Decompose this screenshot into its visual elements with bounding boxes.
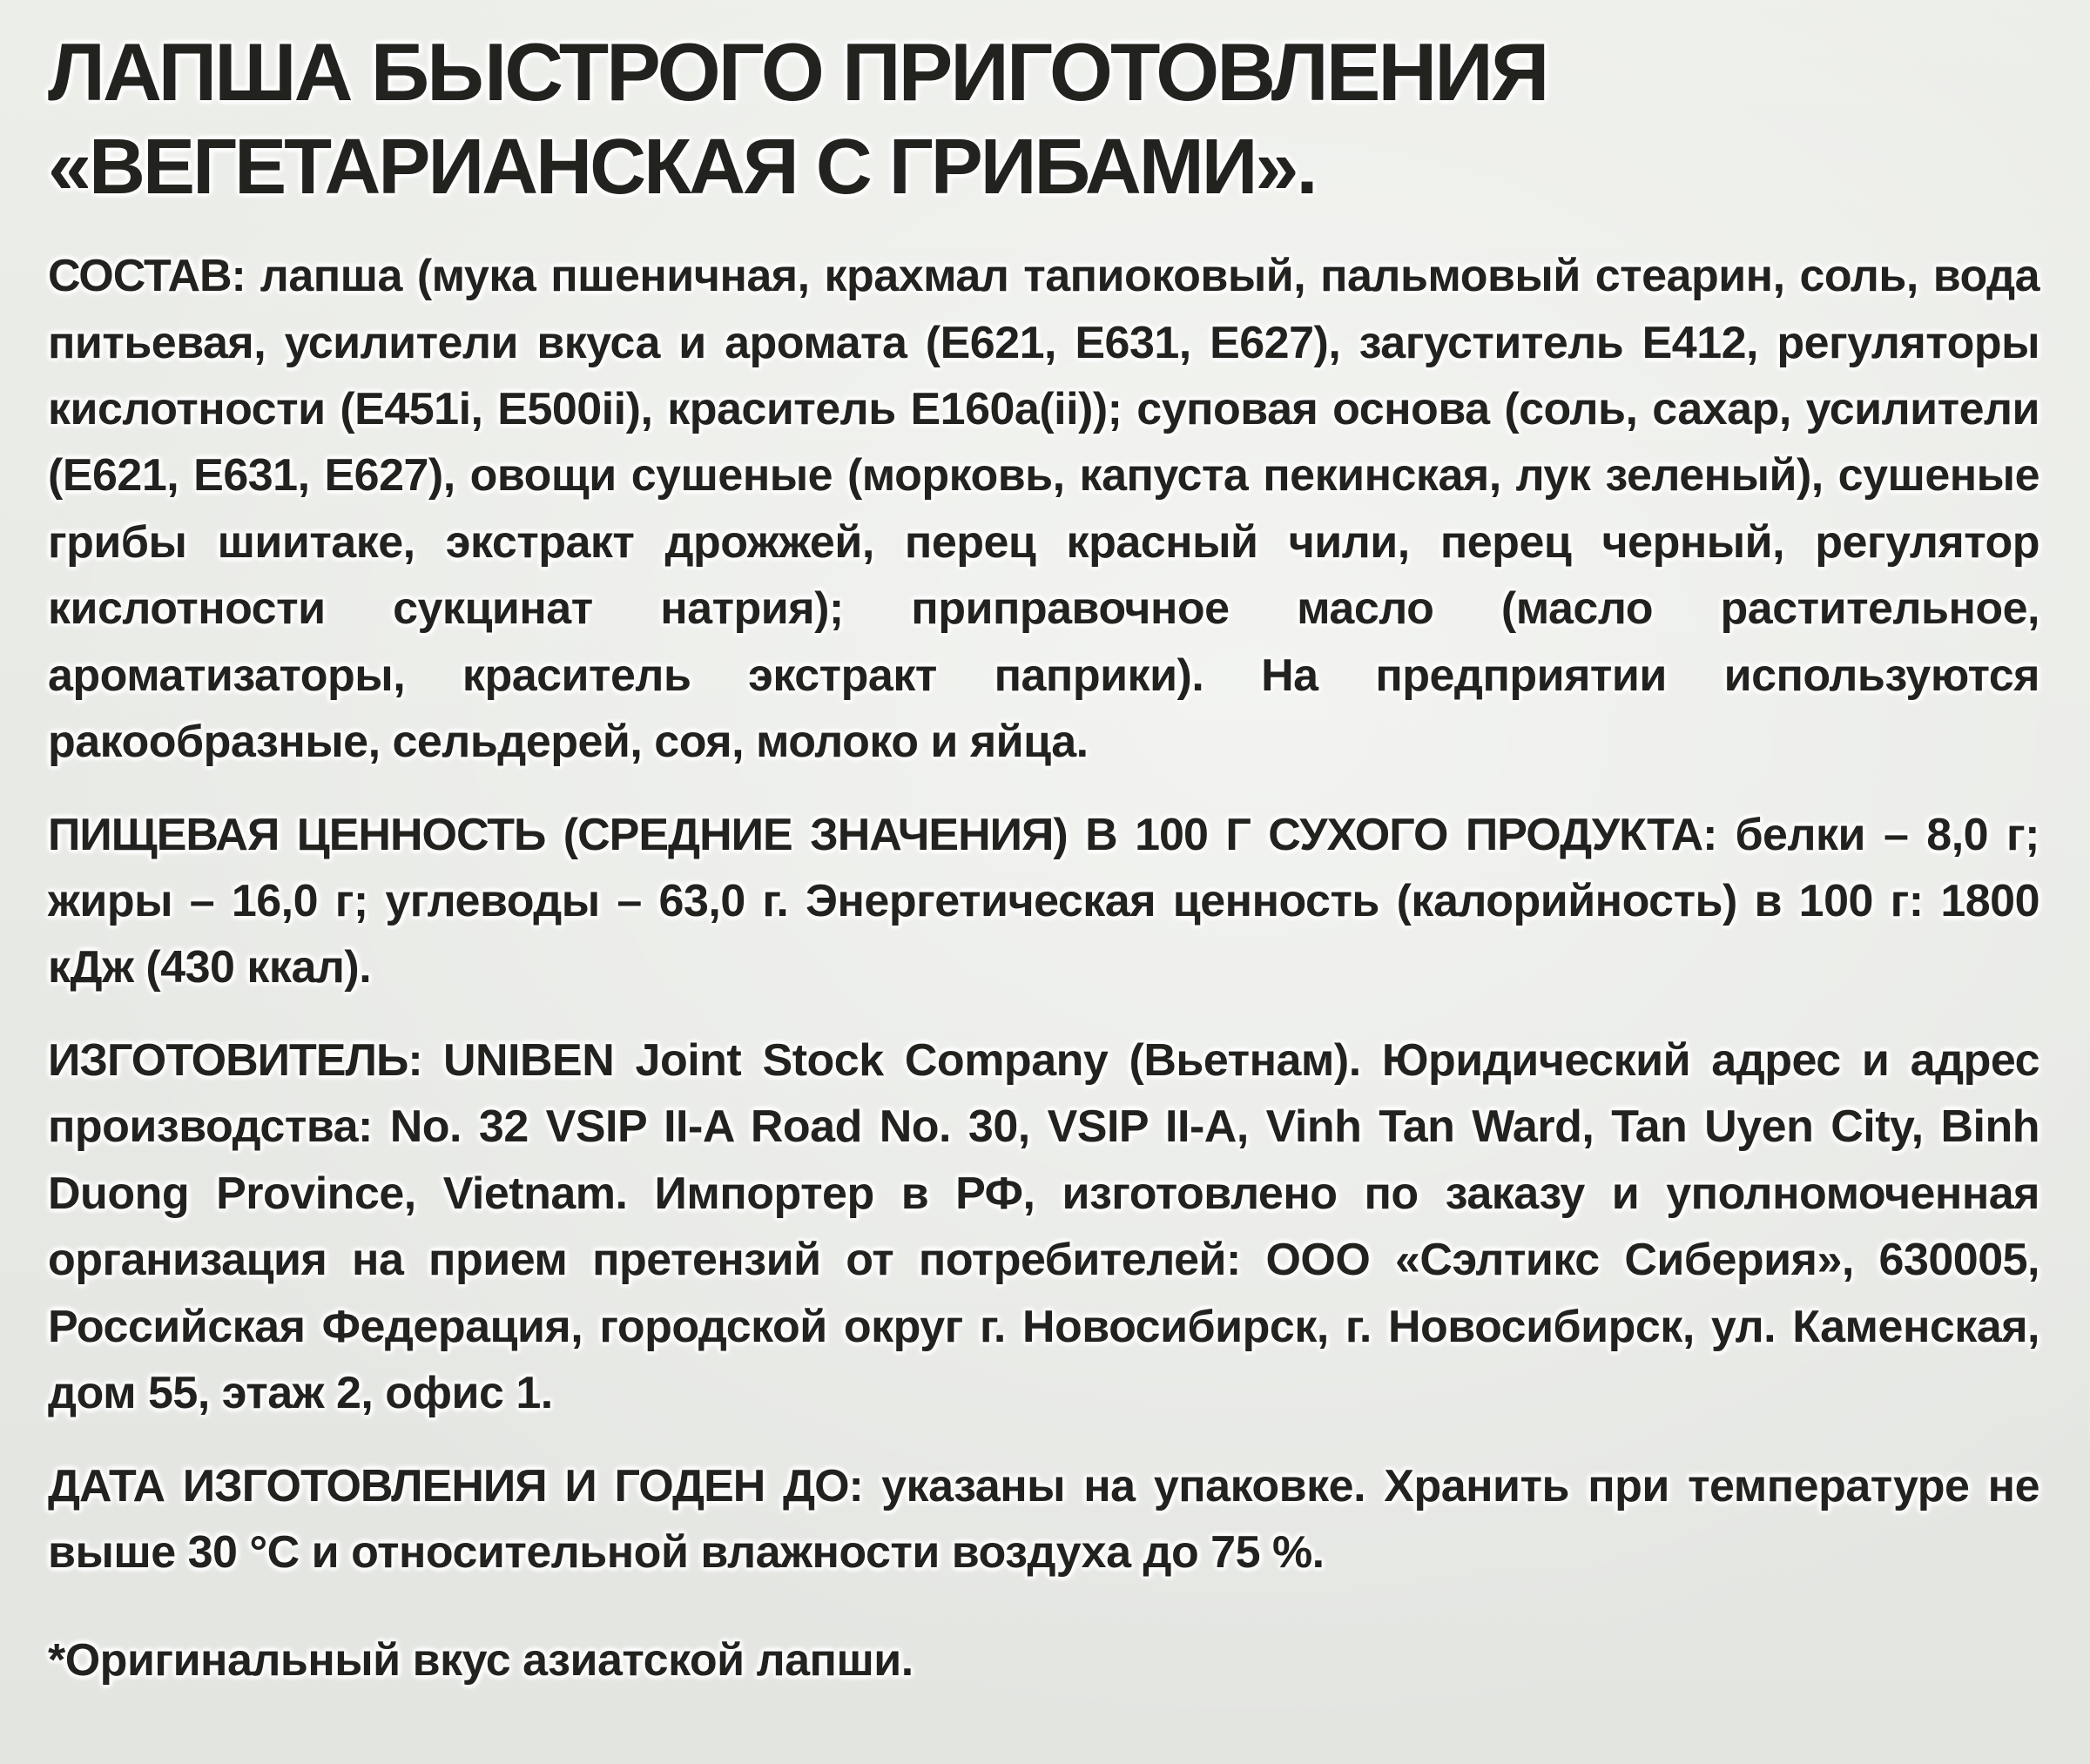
nutrition-text: белки – 8,0 г; жиры – 16,0 г; углеводы – 63,0 г. Энергетическая ценность (калорийность) в 100 г: 1800 кДж (430 ккал). xyxy=(48,809,2040,993)
manufacturer-heading: ИЗГОТОВИТЕЛЬ: xyxy=(48,1034,422,1086)
manufacturer-text: UNIBEN Joint Stock Company (Вьетнам). Юридический адрес и адрес производства: No. 32 VSIP II-A Road No. 30, VSIP II-A, Vinh Tan Ward, Tan Uyen City, Binh Duong Province, Vietnam. Импортер в РФ, изготовлено по заказу и уполномоченная организация на прием претензий от потребителей: ООО «Сэлтикс Сиберия», 630005, Российская Федерация, городской округ г. Новосибирск, г. Новосибирск, ул. Каменская, дом 55, этаж 2, офис 1. xyxy=(48,1034,2039,1419)
section-manufacturer xyxy=(48,1027,2039,1427)
section-nutrition xyxy=(48,802,2039,1001)
nutrition-heading: ПИЩЕВАЯ ЦЕННОСТЬ (СРЕДНИЕ ЗНАЧЕНИЯ) В 100 Г СУХОГО ПРОДУКТА: xyxy=(48,809,1717,860)
product-title-line2: «ВЕГЕТАРИАНСКАЯ С ГРИБАМИ». xyxy=(48,123,1316,211)
section-composition xyxy=(48,243,2039,776)
composition-text: лапша (мука пшеничная, крахмал тапиоковый, пальмовый стеарин, соль, вода питьевая, усилители вкуса и аромата (Е621, Е631, Е627), загуститель Е412, регуляторы кислотности (Е451i, Е500ii), краситель Е160а(ii)); суповая основа (соль, сахар, усилители (Е621, Е631, Е627), овощи сушеные (морковь, капуста пекинская, лук зеленый), сушеные грибы шиитаке, экстракт дрожжей, перец красный чили, перец черный, регулятор кислотности сукцинат натрия); приправочное масло (масло растительное, ароматизаторы, краситель экстракт паприки). На предприятии используются ракообразные, сельдерей, соя, молоко и яйца. xyxy=(48,251,2039,768)
product-title xyxy=(48,24,2039,213)
footnote: *Оригинальный вкус азиатской лапши. xyxy=(48,1635,914,1687)
composition-heading: СОСТАВ: xyxy=(48,251,246,302)
section-storage xyxy=(48,1453,2039,1586)
storage-text: указаны на упаковке. Хранить при температуре не выше 30 °C и относительной влажности воздуха до 75 %. xyxy=(48,1460,2040,1578)
product-title-line1: ЛАПША БЫСТРОГО ПРИГОТОВЛЕНИЯ xyxy=(48,26,1547,118)
storage-heading: ДАТА ИЗГОТОВЛЕНИЯ И ГОДЕН ДО: xyxy=(48,1460,863,1512)
